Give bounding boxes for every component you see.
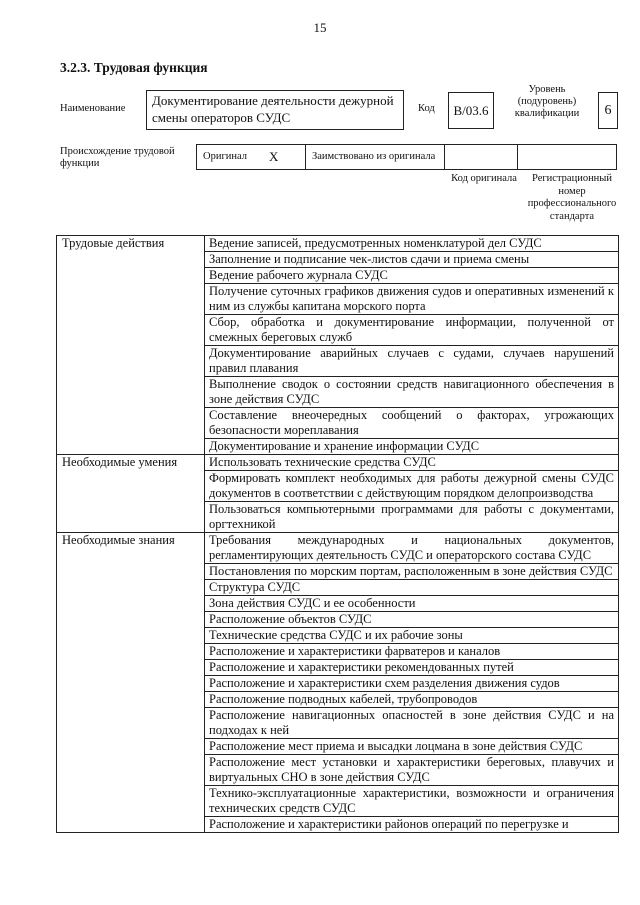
section-item: Использовать технические средства СУДС (205, 455, 619, 471)
section-item: Ведение записей, предусмотренных номенклатурой дел СУДС (205, 236, 619, 252)
function-table (56, 235, 619, 833)
page-number: 15 (313, 20, 327, 35)
section-title: 3.2.3. Трудовая функция (60, 60, 208, 75)
code-value: B/03.6 (448, 92, 494, 129)
section-item: Расположение объектов СУДС (205, 612, 619, 628)
section-category: Необходимые знания (57, 533, 205, 833)
origin-original-cell (196, 144, 306, 170)
code-original-caption: Код оригинала (451, 173, 517, 184)
section-item: Получение суточных графиков движения судов и оперативных изменений к ним из службы капитана морского порта (205, 284, 619, 315)
function-name-value: Документирование деятельности дежурной смены операторов СУДС (146, 90, 404, 130)
section-category: Необходимые умения (57, 455, 205, 533)
table-row (57, 533, 619, 564)
section-item: Расположение и характеристики схем разделения движения судов (205, 676, 619, 692)
section-item: Расположение мест установки и характеристики береговых, плавучих и виртуальных СНО в зоне действия СУДС (205, 755, 619, 786)
section-item: Расположение и характеристики районов операций по перегрузке и (205, 817, 619, 833)
section-item: Ведение рабочего журнала СУДС (205, 268, 619, 284)
table-row (57, 455, 619, 471)
origin-label: Происхождение трудовой функции (60, 146, 175, 170)
section-item: Структура СУДС (205, 580, 619, 596)
reg-number-caption: Регистрационный номер профессионального стандарта (527, 173, 617, 222)
section-item: Составление внеочередных сообщений о факторах, угрожающих безопасности мореплавания (205, 408, 619, 439)
section-item: Расположение навигационных опасностей в зоне действия СУДС и на подходах к ней (205, 708, 619, 739)
section-item: Технико-эксплуатационные характеристики, возможности и ограничения технических средств СУДС (205, 786, 619, 817)
table-row (57, 236, 619, 252)
section-item: Документирование аварийных случаев с судами, случаев нарушений правил плавания (205, 346, 619, 377)
code-label: Код (418, 103, 435, 114)
section-item: Сбор, обработка и документирование информации, полученной от смежных береговых служб (205, 315, 619, 346)
section-item: Расположение мест приема и высадки лоцмана в зоне действия СУДС (205, 739, 619, 755)
level-label: Уровень (подуровень) квалификации (514, 84, 580, 120)
section-item: Постановления по морским портам, расположенным в зоне действия СУДС (205, 564, 619, 580)
borrowed-label: Заимствовано из оригинала (305, 144, 445, 170)
section-item: Зона действия СУДС и ее особенности (205, 596, 619, 612)
section-item: Заполнение и подписание чек-листов сдачи и приема смены (205, 252, 619, 268)
origin-reg-cell (517, 144, 617, 170)
section-item: Технические средства СУДС и их рабочие зоны (205, 628, 619, 644)
section-item: Пользоваться компьютерными программами для работы с документами, оргтехникой (205, 502, 619, 533)
section-category: Трудовые действия (57, 236, 205, 455)
origin-code-cell (444, 144, 518, 170)
section-item: Расположение и характеристики фарватеров и каналов (205, 644, 619, 660)
original-label: Оригинал (203, 151, 247, 162)
section-item: Расположение и характеристики рекомендованных путей (205, 660, 619, 676)
name-label: Наименование (60, 103, 126, 114)
origin-table (196, 144, 618, 170)
section-item: Выполнение сводок о состоянии средств навигационного обеспечения в зоне действия СУДС (205, 377, 619, 408)
section-item: Документирование и хранение информации СУДС (205, 439, 619, 455)
section-item: Формировать комплект необходимых для работы дежурной смены СУДС документов в соответствии с действующим порядком делопроизводства (205, 471, 619, 502)
original-mark: X (269, 149, 279, 164)
level-value: 6 (598, 92, 618, 129)
section-item: Расположение подводных кабелей, трубопроводов (205, 692, 619, 708)
section-item: Требования международных и национальных документов, регламентирующих деятельность СУДС и операторского состава СУДС (205, 533, 619, 564)
